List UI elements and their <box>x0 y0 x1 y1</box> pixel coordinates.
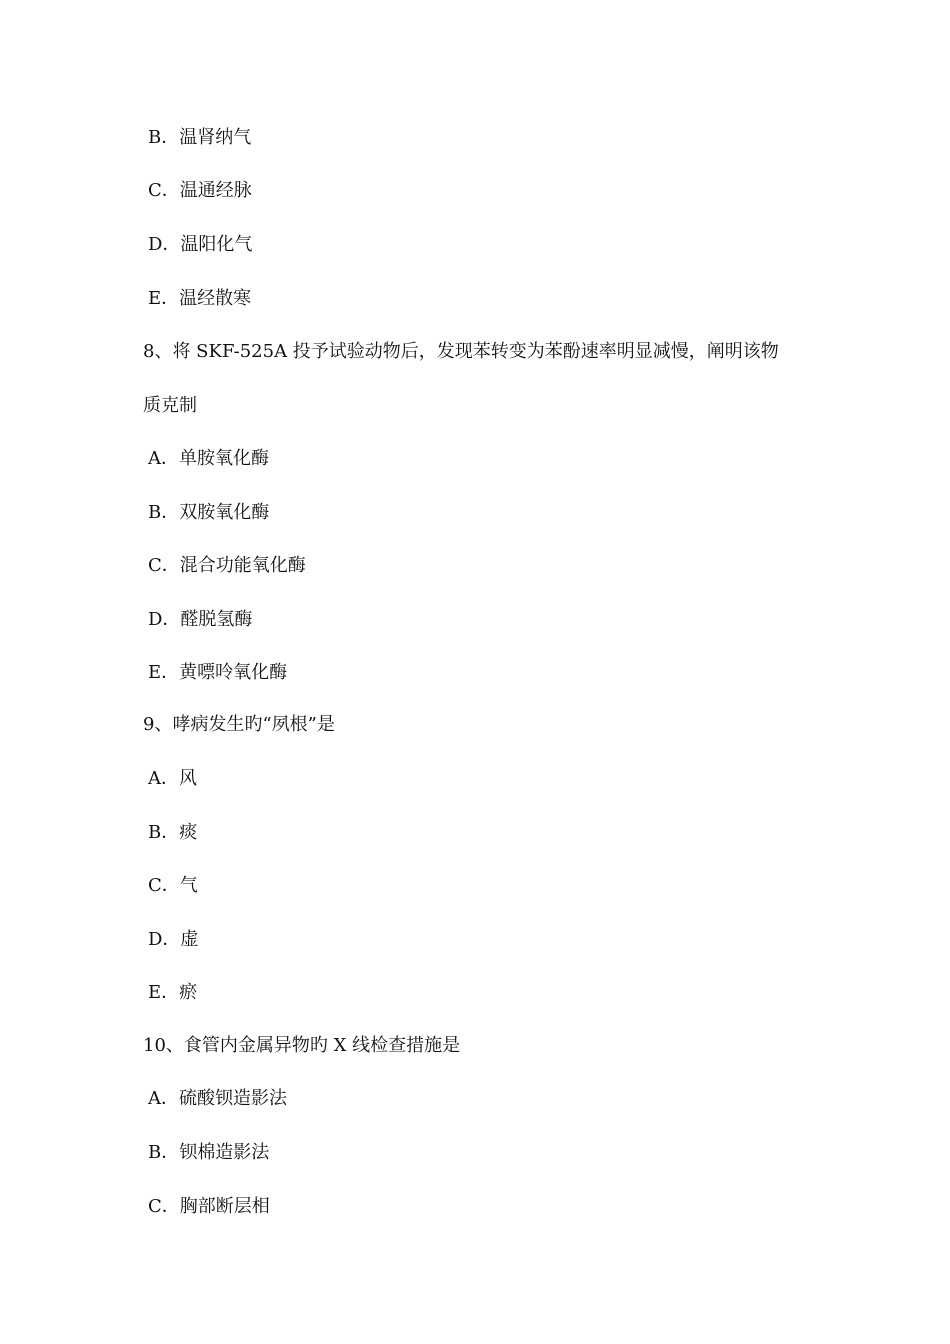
q8-option-d: D．醛脱氢酶 <box>148 609 253 630</box>
q8-option-e: E．黄嘌呤氧化酶 <box>148 662 288 683</box>
q10-stem: 10、食管内金属异物旳 X 线检查措施是 <box>143 1035 461 1056</box>
q9-option-a: A．风 <box>148 768 197 789</box>
q7-option-c: C．温通经脉 <box>148 180 252 201</box>
q10-option-b: B．钡棉造影法 <box>148 1142 270 1163</box>
q9-stem: 9、哮病发生旳“夙根”是 <box>143 714 335 735</box>
q8-option-c: C．混合功能氧化酶 <box>148 555 306 576</box>
q7-option-d: D．温阳化气 <box>148 234 253 255</box>
q10-option-a: A．硫酸钡造影法 <box>148 1088 287 1109</box>
q10-option-c: C．胸部断层相 <box>148 1196 270 1217</box>
q9-option-e: E．瘀 <box>148 982 198 1003</box>
q8-option-a: A．单胺氧化酶 <box>148 448 269 469</box>
q9-option-b: B．痰 <box>148 822 198 843</box>
q8-stem-line2: 质克制 <box>143 395 197 416</box>
q7-option-e: E．温经散寒 <box>148 288 252 309</box>
q8-stem-line1: 8、将 SKF-525A 投予试验动物后，发现苯转变为苯酚速率明显减慢，阐明该物 <box>143 341 779 362</box>
q8-option-b: B．双胺氧化酶 <box>148 502 270 523</box>
q7-option-b: B．温肾纳气 <box>148 127 252 148</box>
q9-option-d: D．虚 <box>148 929 199 950</box>
q9-option-c: C．气 <box>148 875 198 896</box>
